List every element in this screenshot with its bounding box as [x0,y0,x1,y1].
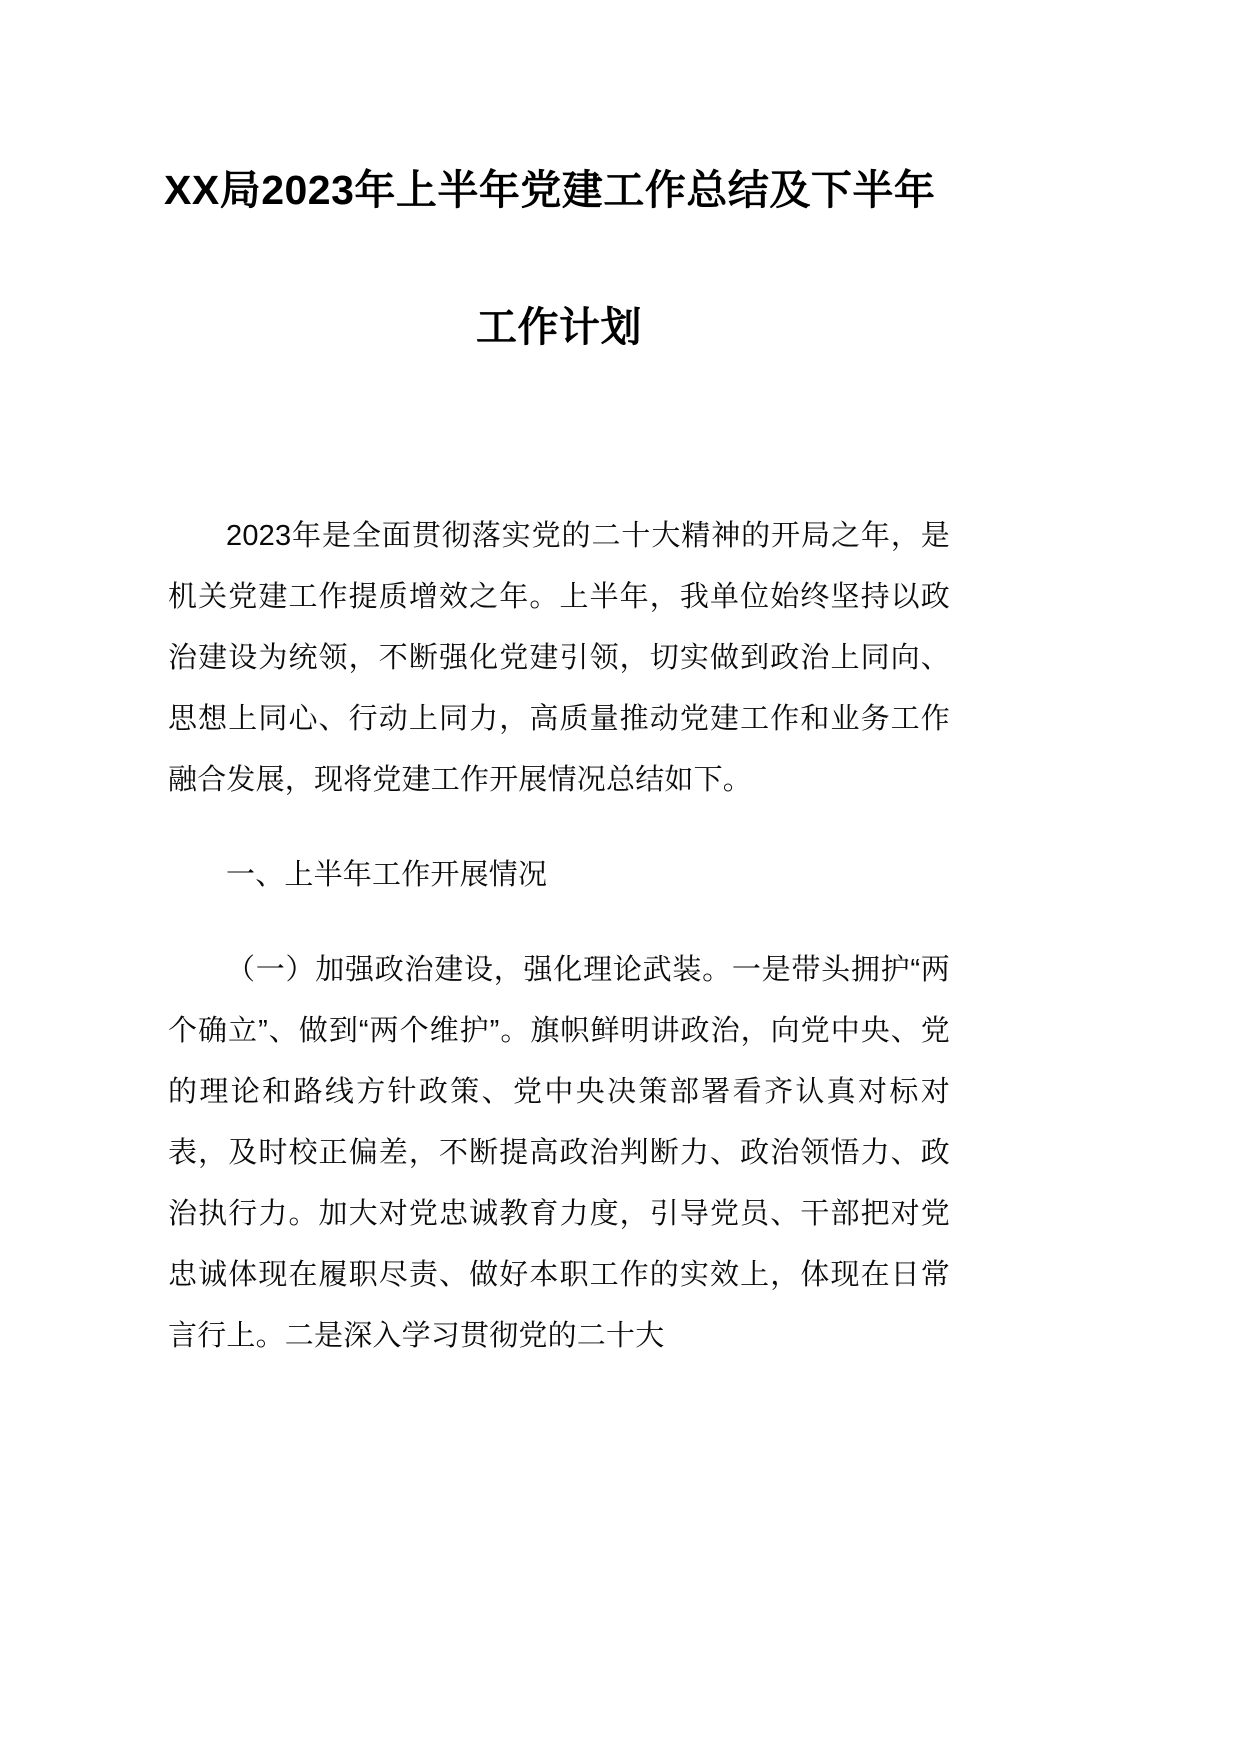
document-title-line-2: 工作计划 [476,304,642,351]
page-content-area [164,0,950,1367]
document-body [168,506,950,1367]
document-title [164,0,950,356]
document-title-line-1: XX局2023年上半年党建工作总结及下半年 [164,167,936,213]
paragraph-intro: 2023年是全面贯彻落实党的二十大精神的开局之年，是机关党建工作提质增效之年。上半年，我单位始终坚持以政治建设为统领，不断强化党建引领，切实做到政治上同向、思想上同心、行动上同力，高质量推动党建工作和业务工作融合发展，现将党建工作开展情况总结如下。 [168,519,950,796]
paragraph-subsection-one: （一）加强政治建设，强化理论武装。一是带头拥护“两个确立”、做到“两个维护”。旗帜鲜明讲政治，向党中央、党的理论和路线方针政策、党中央决策部署看齐认真对标对表，及时校正偏差，不断提高政治判断力、政治领悟力、政治执行力。加大对党忠诚教育力度，引导党员、干部把对党忠诚体现在履职尽责、做好本职工作的实效上，体现在日常言行上。二是深入学习贯彻党的二十大 [168,953,950,1352]
section-heading-one: 一、上半年工作开展情况 [226,858,548,891]
